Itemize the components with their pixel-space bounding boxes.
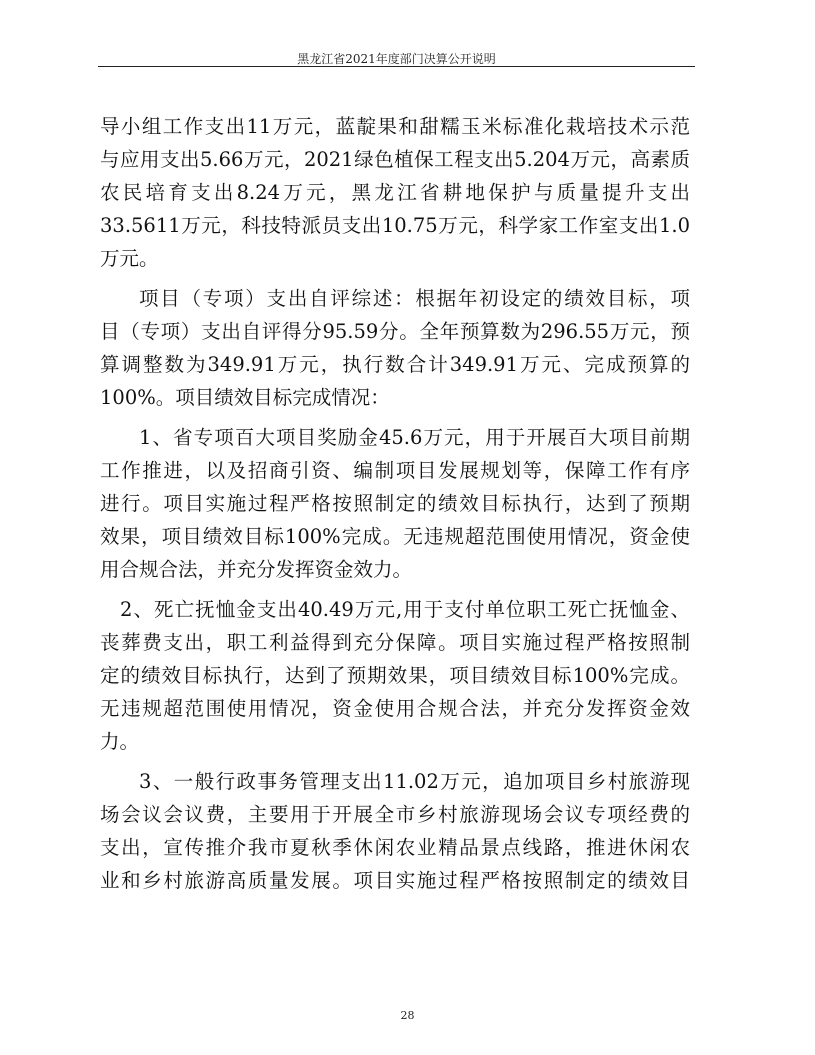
text-line: 效果，项目绩效目标100%完成。无违规超范围使用情况，资金使 [100, 525, 690, 548]
text-line: 力。 [100, 730, 140, 753]
text-line: 用合规合法，并充分发挥资金效力。 [100, 558, 413, 581]
text-line: 导小组工作支出11万元，蓝靛果和甜糯玉米标准化栽培技术示范 [100, 115, 690, 138]
text-line: 场会议会议费，主要用于开展全市乡村旅游现场会议专项经费的 [100, 803, 690, 826]
text-line: 工作推进，以及招商引资、编制项目发展规划等，保障工作有序 [100, 459, 690, 482]
text-line: 与应用支出5.66万元，2021绿色植保工程支出5.204万元，高素质 [100, 148, 690, 171]
page-number: 28 [400, 1009, 415, 1022]
paragraph-item-3 [100, 765, 690, 897]
paragraph-item-1 [100, 421, 690, 586]
text-line: 定的绩效目标执行，达到了预期效果，项目绩效目标100%完成。 [100, 664, 690, 687]
text-line: 3、一般行政事务管理支出11.02万元，追加项目乡村旅游现 [139, 770, 690, 793]
document-body [100, 110, 690, 897]
page-header-title: 黑龙江省2021年度部门决算公开说明 [297, 52, 496, 66]
text-line: 算调整数为349.91万元，执行数合计349.91万元、完成预算的 [100, 353, 690, 376]
text-line: 农民培育支出8.24万元，黑龙江省耕地保护与质量提升支出 [100, 181, 690, 204]
text-line: 无违规超范围使用情况，资金使用合规合法，并充分发挥资金效 [100, 697, 690, 720]
text-line: 目（专项）支出自评得分95.59分。全年预算数为296.55万元，预 [100, 320, 690, 343]
text-line: 进行。项目实施过程严格按照制定的绩效目标执行，达到了预期 [100, 492, 690, 515]
text-line: 项目（专项）支出自评综述：根据年初设定的绩效目标，项 [139, 287, 690, 310]
text-line: 支出，宣传推介我市夏秋季休闲农业精品景点线路，推进休闲农 [100, 836, 690, 859]
text-line: 2、死亡抚恤金支出40.49万元,用于支付单位职工死亡抚恤金、 [120, 598, 690, 621]
paragraph-item-2 [100, 593, 690, 758]
paragraph-self-evaluation-summary [100, 282, 690, 414]
text-line: 100%。项目绩效目标完成情况： [100, 386, 390, 409]
text-line: 丧葬费支出，职工利益得到充分保障。项目实施过程严格按照制 [100, 631, 690, 654]
text-line: 1、省专项百大项目奖励金45.6万元，用于开展百大项目前期 [139, 426, 690, 449]
text-line: 业和乡村旅游高质量发展。项目实施过程严格按照制定的绩效目 [100, 869, 690, 892]
paragraph-continuation [100, 110, 690, 275]
text-line: 33.5611万元，科技特派员支出10.75万元，科学家工作室支出1.0 [100, 214, 690, 237]
header-divider [98, 66, 695, 67]
text-line: 万元。 [100, 247, 159, 270]
